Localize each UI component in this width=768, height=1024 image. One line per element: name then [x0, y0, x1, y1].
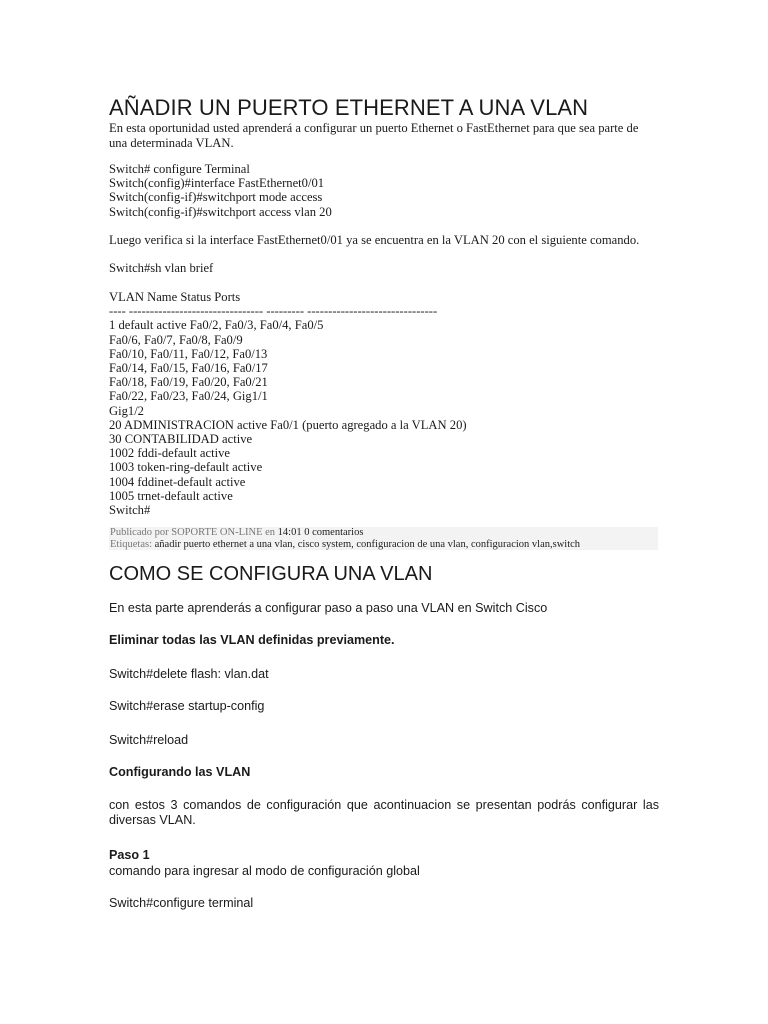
erase-startup-command: Switch#erase startup-config	[109, 699, 265, 713]
intro-paragraph: En esta oportunidad usted aprenderá a configurar un puerto Ethernet o FastEthernet para que sea parte de una determinada VLAN.	[109, 121, 639, 150]
command-line: Switch(config-if)#switchport mode access	[109, 190, 323, 205]
output-line: 1004 fddinet-default active	[109, 474, 246, 489]
command-line: Switch# configure Terminal	[109, 162, 250, 176]
output-header: VLAN Name Status Ports	[109, 290, 241, 304]
author-link[interactable]: SOPORTE ON-LINE	[171, 527, 263, 538]
command-line: Switch(config-if)#switchport access vlan 20	[109, 204, 332, 219]
output-line: 1002 fddi-default active	[109, 446, 230, 461]
tags-links[interactable]: añadir puerto ethernet a una vlan, cisco system, configuracion de una vlan, configuracion vlan,switch	[154, 538, 581, 550]
verify-paragraph: Luego verifica si la interface FastEthernet0/01 ya se encuentra en la VLAN 20 con el siguiente comando.	[109, 233, 640, 247]
reload-command: Switch#reload	[109, 733, 189, 747]
output-line: 1005 trnet-default active	[109, 488, 233, 503]
delete-vlans-heading: Eliminar todas las VLAN definidas previamente.	[109, 633, 395, 647]
comments-link[interactable]: 0 comentarios	[304, 527, 364, 538]
output-line: Gig1/2	[109, 403, 144, 418]
output-line: Fa0/22, Fa0/23, Fa0/24, Gig1/1	[109, 389, 268, 404]
step-description: comando para ingresar al modo de configuración global	[109, 864, 420, 878]
configure-terminal-command: Switch#configure terminal	[109, 896, 254, 910]
post-time-link[interactable]: 14:01	[277, 527, 302, 538]
show-vlan-command: Switch#sh vlan brief	[109, 261, 214, 275]
output-line: 1 default active Fa0/2, Fa0/3, Fa0/4, Fa0/5	[109, 318, 324, 333]
delete-flash-command: Switch#delete flash: vlan.dat	[109, 667, 269, 681]
output-line: 20 ADMINISTRACION active Fa0/1 (puerto agregado a la VLAN 20)	[109, 417, 467, 432]
command-line: Switch(config)#interface FastEthernet0/01	[109, 176, 325, 191]
step-label: Paso 1	[109, 848, 150, 862]
config-paragraph: con estos 3 comandos de configuración que acontinuacion se presentan podrás configurar las diversas VLAN.	[109, 798, 659, 827]
vlan-brief-output	[109, 290, 659, 517]
output-line: Fa0/10, Fa0/11, Fa0/12, Fa0/13	[109, 346, 268, 361]
at-label: en	[265, 527, 276, 538]
output-prompt: Switch#	[109, 503, 151, 518]
section-title-configure-vlan: COMO SE CONFIGURA UNA VLAN	[109, 563, 433, 585]
published-by-label: Publicado por	[110, 527, 169, 538]
output-line: 30 CONTABILIDAD active	[109, 432, 253, 447]
section-title-add-port: AÑADIR UN PUERTO ETHERNET A UNA VLAN	[109, 95, 589, 120]
output-line: 1003 token-ring-default active	[109, 460, 263, 475]
tags-label: Etiquetas:	[110, 538, 152, 550]
post-footer	[109, 527, 658, 550]
post-tags	[109, 539, 658, 551]
post-byline	[109, 527, 658, 539]
output-separator: ---- -------------------------------- --------- -------------------------------	[109, 304, 438, 319]
config-commands	[109, 162, 659, 219]
configuring-vlans-heading: Configurando las VLAN	[109, 765, 251, 779]
output-line: Fa0/6, Fa0/7, Fa0/8, Fa0/9	[109, 332, 243, 347]
output-line: Fa0/14, Fa0/15, Fa0/16, Fa0/17	[109, 361, 268, 376]
output-line: Fa0/18, Fa0/19, Fa0/20, Fa0/21	[109, 375, 268, 390]
section2-intro: En esta parte aprenderás a configurar paso a paso una VLAN en Switch Cisco	[109, 601, 548, 615]
